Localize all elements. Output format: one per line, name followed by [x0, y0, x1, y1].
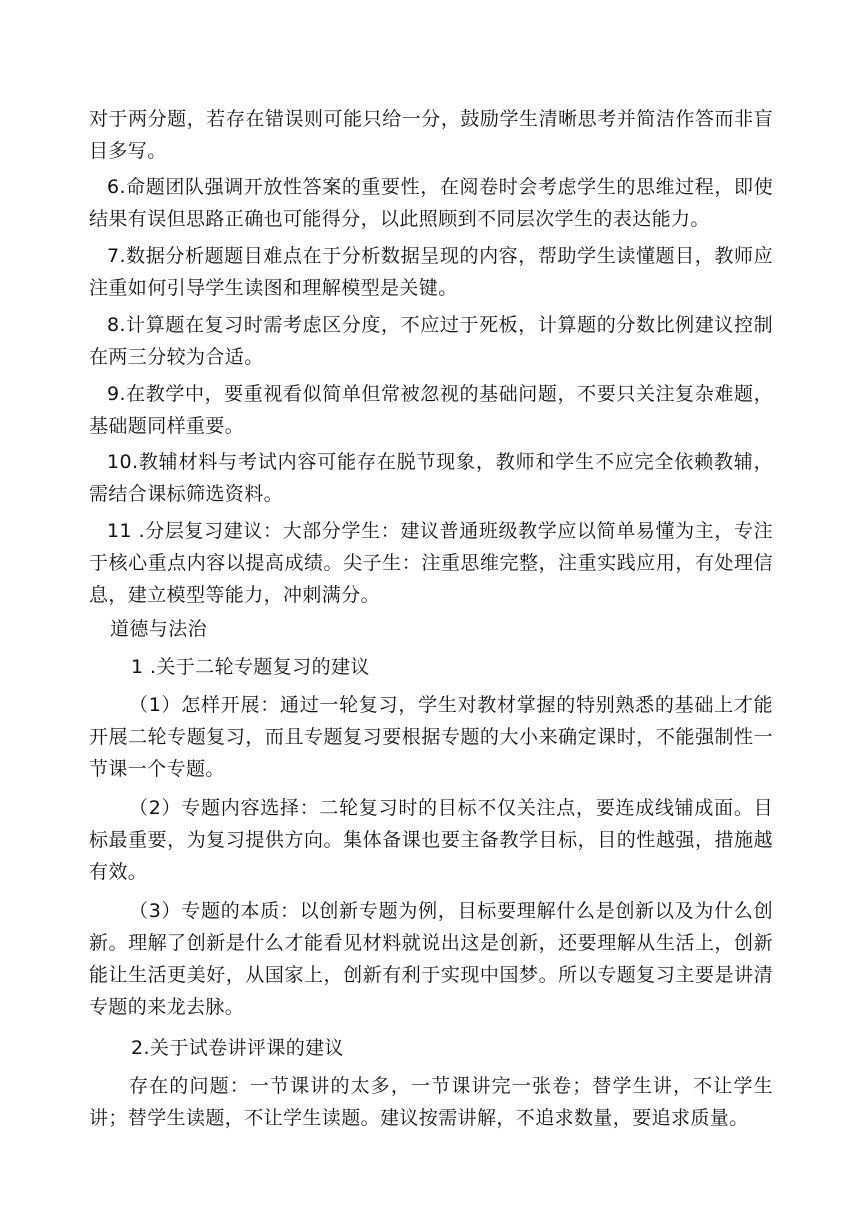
math-item-9: 9.在教学中，要重视看似简单但常被忽视的基础问题，不要只关注复杂难题，基础题同样重要。: [89, 383, 773, 437]
section-title: 道德与法治: [110, 618, 208, 640]
paragraph-continued: 对于两分题，若存在错误则可能只给一分，鼓励学生清晰思考并简洁作答而非盲目多写。: [89, 108, 773, 162]
math-item-7: 7.数据分析题题目难点在于分析数据呈现的内容，帮助学生读懂题目，教师应注重如何引导学生读图和理解模型是关键。: [89, 245, 773, 299]
math-item-6: 6.命题团队强调开放性答案的重要性，在阅卷时会考虑学生的思维过程，即使结果有误但思路正确也可能得分，以此照顾到不同层次学生的表达能力。: [89, 176, 773, 230]
math-item-8: 8.计算题在复习时需考虑区分度，不应过于死板，计算题的分数比例建议控制在两三分较为合适。: [89, 314, 773, 368]
math-item-11: 11 .分层复习建议：大部分学生：建议普通班级教学应以简单易懂为主，专注于核心重点内容以提高成绩。尖子生：注重思维完整，注重实践应用，有处理信息，建立模型等能力，冲刺满分。: [89, 520, 773, 606]
sub1-item-2: （2）专题内容选择：二轮复习时的目标不仅关注点，要连成线铺成面。目标最重要，为复习提供方向。集体备课也要主备教学目标，目的性越强，措施越有效。: [89, 797, 773, 883]
subsection-title-1: 1 .关于二轮专题复习的建议: [131, 656, 370, 678]
sub1-item-3: （3）专题的本质：以创新专题为例，目标要理解什么是创新以及为什么创新。理解了创新是什么才能看见材料就说出这是创新，还要理解从生活上，创新能让生活更美好，从国家上，创新有利于实现中国梦。所以专题复习主要是讲清专题的来龙去脉。: [89, 900, 773, 1018]
subsection-title-2: 2.关于试卷讲评课的建议: [131, 1037, 344, 1059]
math-item-10: 10.教辅材料与考试内容可能存在脱节现象，教师和学生不应完全依赖教辅，需结合课标筛选资料。: [89, 451, 773, 505]
sub2-text: 存在的问题：一节课讲的太多，一节课讲完一张卷；替学生讲，不让学生讲；替学生读题，不让学生读题。建议按需讲解，不追求数量，要追求质量。: [89, 1075, 773, 1129]
sub1-item-1: （1）怎样开展：通过一轮复习，学生对教材掌握的特别熟悉的基础上才能开展二轮专题复习，而且专题复习要根据专题的大小来确定课时，不能强制性一节课一个专题。: [89, 694, 773, 780]
